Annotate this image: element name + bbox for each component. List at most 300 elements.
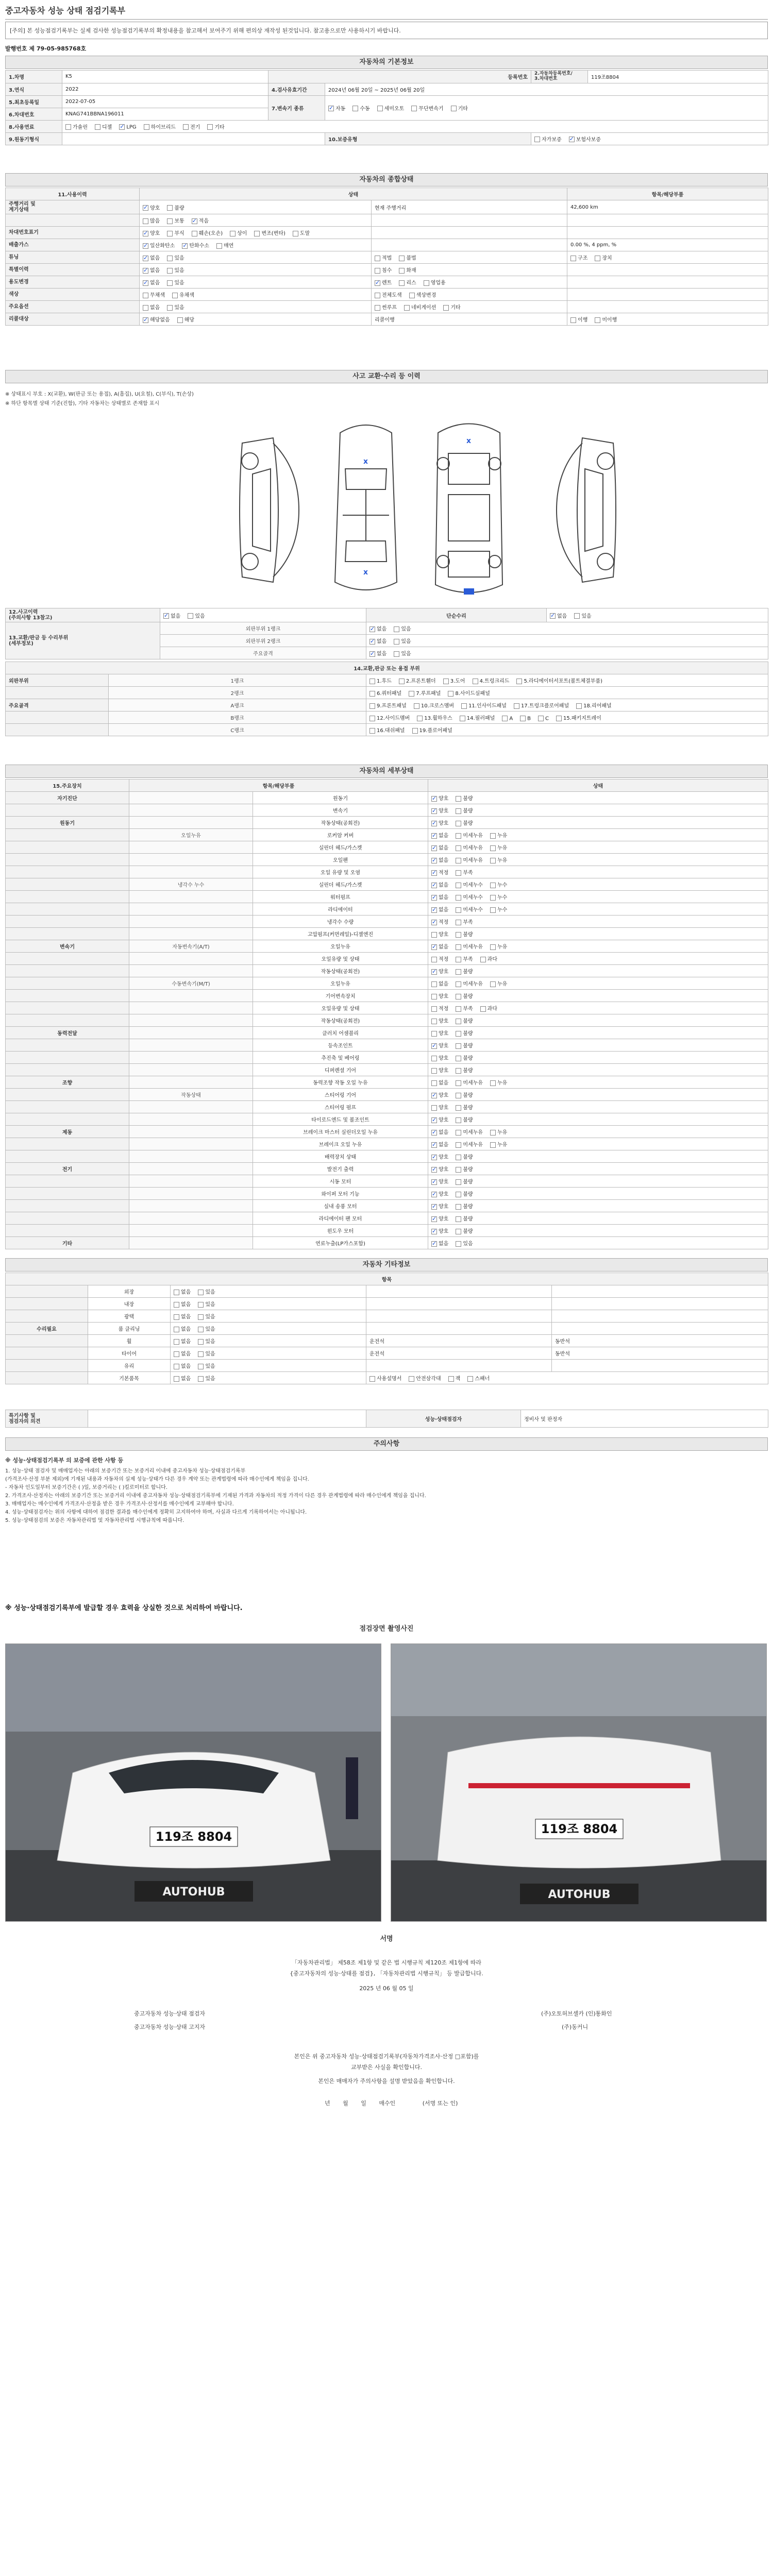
buyer-day: 일 — [361, 2100, 366, 2107]
checkbox-option: 있음 — [198, 1300, 215, 1308]
other-r2 — [552, 1360, 768, 1372]
checkbox-icon — [456, 821, 461, 826]
checkbox-option: 있음 — [198, 1349, 215, 1357]
detail-group — [6, 1188, 129, 1200]
checkbox-option: 불량 — [456, 1016, 473, 1024]
detail-subgroup — [129, 1113, 253, 1126]
checkbox-option: ✓ 없음 — [550, 612, 567, 619]
checkbox-option: 자가보증 — [534, 135, 562, 143]
checkbox-option: 양호 — [431, 1016, 448, 1024]
notice-box: [주의] 본 성능점검기록부는 실제 검사한 성능점검기록부의 확정내용을 참고해서 보여주기 위해 편의상 재작성 된것입니다. 참고용으로만 사용하시기 바랍니다. — [5, 22, 768, 39]
year-value: 2022 — [62, 83, 268, 95]
buyer-sign-row — [325, 2099, 458, 2107]
checkbox-icon — [456, 1155, 461, 1160]
detail-item: 작동상태(공회전) — [253, 1014, 428, 1027]
section-other-head: 자동차 기타정보 — [5, 1258, 768, 1272]
checkbox-icon — [163, 613, 169, 619]
detail-subgroup — [129, 1002, 253, 1014]
fuel-options — [62, 120, 768, 132]
checkbox-icon — [443, 305, 449, 311]
detail-row — [6, 1188, 768, 1200]
state-row-value: 0.00 %, 4 ppm, % — [567, 239, 768, 251]
checkbox-option: 누수 — [490, 880, 507, 888]
detail-group — [6, 854, 129, 866]
detail-options — [428, 1002, 768, 1014]
checkbox-option: 9.프론트패널 — [369, 701, 407, 709]
detail-row — [6, 1212, 768, 1225]
other-item: 내장 — [88, 1298, 171, 1310]
checkbox-icon — [207, 124, 213, 130]
detail-item: 윈도우 모터 — [253, 1225, 428, 1237]
detail-group — [6, 878, 129, 891]
checkbox-option: 네비게이션 — [404, 303, 436, 311]
detail-item: 동력조향 작동 오일 누유 — [253, 1076, 428, 1089]
checkbox-option: 화재 — [399, 266, 416, 274]
vin-label: 2.자동차등록번호/ 3.차대번호 — [531, 71, 588, 83]
checkbox-icon — [490, 1130, 496, 1136]
checkbox-icon — [412, 728, 418, 734]
checkbox-icon — [431, 1093, 437, 1098]
other-table — [5, 1273, 768, 1384]
detail-item: 오일 유량 및 오염 — [253, 866, 428, 878]
checkbox-option: 무채색 — [143, 291, 165, 298]
checkbox-option: 누유 — [490, 843, 507, 851]
checkbox-option: 없음 — [174, 1300, 191, 1308]
outer-rank2-options — [366, 635, 768, 647]
checkbox-icon — [143, 305, 148, 311]
checkbox-option: 이행 — [570, 315, 587, 323]
state-row-extra — [372, 251, 567, 264]
checkbox-icon — [431, 1216, 437, 1222]
detail-options — [428, 817, 768, 829]
detail-item: 배력장치 상태 — [253, 1150, 428, 1163]
detail-row — [6, 1138, 768, 1150]
rank-side-label — [6, 711, 109, 724]
detail-item: 브레이크 오일 누유 — [253, 1138, 428, 1150]
checkbox-option: 기타 — [443, 303, 460, 311]
rank-label: C랭크 — [109, 724, 366, 736]
checkbox-option: 11.인사이드패널 — [461, 701, 507, 709]
checkbox-icon — [456, 1043, 461, 1049]
checkbox-option: 미세누유 — [456, 831, 483, 839]
checkbox-option: 전체도색 — [375, 291, 402, 298]
state-row — [6, 276, 768, 289]
checkbox-icon — [431, 932, 437, 938]
checkbox-option: 8.사이드실패널 — [448, 689, 490, 697]
checkbox-icon — [456, 1093, 461, 1098]
caution-line: 5. 성능·상태점검의 보증은 자동차관리법 및 자동차관리법 시행규칙에 따릅니다. — [5, 1517, 184, 1523]
checkbox-option: 6.쿼터패널 — [369, 689, 401, 697]
checkbox-icon — [167, 280, 173, 286]
checkbox-option: 유채색 — [172, 291, 194, 298]
rank-label: A랭크 — [109, 699, 366, 711]
state-row-options — [140, 227, 372, 239]
checkbox-icon — [460, 716, 465, 721]
checkbox-option: ✓ 양호 — [431, 1153, 448, 1160]
checkbox-icon — [456, 932, 461, 938]
detail-group: 기타 — [6, 1237, 129, 1249]
state-row-label: 차대번호표기 — [6, 227, 140, 239]
checkbox-option: ✓ 없음 — [431, 893, 448, 901]
checkbox-option: 누유 — [490, 1140, 507, 1148]
detail-item: 와이퍼 모터 기능 — [253, 1188, 428, 1200]
checkbox-option: 해당 — [177, 315, 194, 323]
detail-item: 오일팬 — [253, 854, 428, 866]
detail-options — [428, 1113, 768, 1126]
detail-options — [428, 1064, 768, 1076]
checkbox-option: 리스 — [399, 278, 416, 286]
vin2-value: KNAG741BBNA196011 — [62, 108, 268, 120]
checkbox-option: ✓ 양호 — [431, 1190, 448, 1197]
checkbox-icon — [192, 231, 197, 236]
checkbox-icon — [417, 716, 423, 721]
checkbox-icon — [490, 1142, 496, 1148]
state-row-label: 주행거리 및 계기상태 — [6, 200, 140, 214]
detail-row — [6, 841, 768, 854]
state-row — [6, 214, 768, 227]
checkbox-option: 불량 — [456, 1214, 473, 1222]
detail-item: 스티어링 기어 — [253, 1089, 428, 1101]
detail-subgroup — [129, 990, 253, 1002]
detail-options — [428, 940, 768, 953]
checkbox-option: 누유 — [490, 856, 507, 863]
inspector-value: (주)오토허브셀카 (인)통화인 — [541, 2010, 612, 2017]
checkbox-icon — [570, 317, 576, 323]
vin2-label: 6.차대번호 — [6, 108, 62, 120]
checkbox-icon — [431, 833, 437, 839]
checkbox-icon — [198, 1364, 204, 1369]
detail-item: 워터펌프 — [253, 891, 428, 903]
checkbox-option: 17.트렁크플로어패널 — [514, 701, 569, 709]
checkbox-icon — [172, 293, 178, 298]
detail-subgroup — [129, 1150, 253, 1163]
state-row-value — [567, 264, 768, 276]
checkbox-option: ✓ 적정 — [431, 868, 448, 876]
checkbox-icon — [456, 1241, 461, 1247]
state-row-value — [567, 313, 768, 326]
detail-subgroup — [129, 1101, 253, 1113]
checkbox-icon — [448, 691, 453, 697]
checkbox-option: ✓ 없음 — [431, 843, 448, 851]
checkbox-icon — [431, 1117, 437, 1123]
perf-inspector-label: 성능·상태점검자 — [366, 1410, 521, 1428]
checkbox-icon — [375, 305, 380, 311]
detail-subgroup — [129, 903, 253, 916]
checkbox-option: 미세누유 — [456, 1128, 483, 1136]
other-item: 유리 — [88, 1360, 171, 1372]
detail-item: 변속기 — [253, 804, 428, 817]
checkbox-option: 있음 — [394, 624, 411, 632]
state-row — [6, 239, 768, 251]
reg-no-label: 등록번호 — [268, 71, 531, 83]
checkbox-icon — [198, 1327, 204, 1332]
detail-group: 원동기 — [6, 817, 129, 829]
other-options — [171, 1298, 366, 1310]
detail-options — [428, 829, 768, 841]
other-item: 기본품목 — [88, 1372, 171, 1384]
other-row — [6, 1372, 768, 1384]
checkbox-icon — [167, 205, 173, 211]
section-photo-head: 점검장면 촬영사진 — [5, 1623, 768, 1636]
checkbox-option: 있음 — [167, 278, 184, 286]
rank-row — [6, 724, 768, 736]
checkbox-option: 도말 — [293, 229, 310, 236]
checkbox-option: 불량 — [456, 1091, 473, 1098]
document-number-value: 79-05-985768호 — [36, 45, 87, 52]
checkbox-option: ✓ 양호 — [431, 967, 448, 975]
checkbox-option: B — [520, 716, 531, 722]
detail-options — [428, 854, 768, 866]
checkbox-icon — [143, 218, 148, 224]
guarantee-options — [531, 132, 768, 145]
caution-notes — [5, 1456, 768, 1525]
other-group — [6, 1298, 88, 1310]
checkbox-option: 5.라디에이터서포트(볼트체결부품) — [516, 676, 602, 684]
checkbox-option: 있음 — [198, 1287, 215, 1295]
checkbox-icon — [377, 106, 383, 111]
detail-col-item: 항목/해당부품 — [129, 779, 428, 792]
first-reg-label: 5.최초등록일 — [6, 95, 62, 108]
checkbox-option: 있음 — [167, 266, 184, 274]
checkbox-option: 적정 — [431, 955, 448, 962]
other-r1 — [366, 1360, 552, 1372]
detail-item: 실내 송풍 모터 — [253, 1200, 428, 1212]
checkbox-option: ✓ 없음 — [431, 880, 448, 888]
checkbox-icon — [456, 833, 461, 839]
period-value: 2024년 06월 20일 ~ 2025년 06월 20일 — [325, 83, 768, 95]
checkbox-icon — [538, 716, 544, 721]
detail-group — [6, 1052, 129, 1064]
caution-line: (가격조사·산정 부분 제외)에 기재된 내용과 자동차의 실제 성능·상태가 다른 경우 계약 또는 관계법령에 따라 매수인에게 책임을 집니다. — [5, 1476, 309, 1482]
checkbox-icon — [143, 243, 148, 249]
detail-subgroup — [129, 1212, 253, 1225]
checkbox-option: 없음 — [143, 303, 160, 311]
checkbox-option: 불량 — [456, 1165, 473, 1173]
period-label: 4.검사유효기간 — [268, 83, 325, 95]
checkbox-option: ✓ 양호 — [431, 806, 448, 814]
checkbox-option: 불량 — [456, 794, 473, 802]
caution-line: 3. 매매업자는 매수인에게 가격조사·산정을 받은 경우 가격조사·산정서를 매수인에게 교부해야 합니다. — [5, 1501, 234, 1507]
detail-row — [6, 977, 768, 990]
checkbox-icon — [375, 256, 380, 261]
checkbox-icon — [431, 1241, 437, 1247]
engine-type-value — [62, 132, 325, 145]
rank-row — [6, 711, 768, 724]
other-r1: 운전석 — [366, 1335, 552, 1347]
checkbox-icon — [448, 1376, 454, 1382]
checkbox-option: 3.도어 — [443, 676, 465, 684]
checkbox-icon — [431, 1006, 437, 1012]
checkbox-option: 누유 — [490, 942, 507, 950]
rank-options — [366, 724, 768, 736]
detail-item: 실린더 헤드/가스켓 — [253, 841, 428, 854]
detail-subgroup — [129, 1126, 253, 1138]
checkbox-icon — [369, 679, 375, 684]
checkbox-icon — [230, 231, 236, 236]
detail-subgroup — [129, 1138, 253, 1150]
state-row-value — [567, 301, 768, 313]
detail-group: 전기 — [6, 1163, 129, 1175]
checkbox-option: 있음 — [198, 1362, 215, 1369]
checkbox-option: 없음 — [174, 1362, 191, 1369]
other-r1 — [366, 1310, 552, 1323]
detail-subgroup — [129, 1027, 253, 1039]
checkbox-option: ✓ 없음 — [369, 637, 386, 645]
valuer-label: 중고자동차 성능·상태 고지자 — [134, 2024, 206, 2030]
state-row-options — [140, 214, 372, 227]
detail-options — [428, 1188, 768, 1200]
checkbox-icon — [399, 679, 405, 684]
state-row-label: 튜닝 — [6, 251, 140, 264]
detail-group — [6, 916, 129, 928]
opinion-table — [5, 1410, 768, 1428]
detail-group — [6, 1113, 129, 1126]
other-options — [171, 1372, 366, 1384]
detail-subgroup — [129, 916, 253, 928]
checkbox-option: ✓ 없음 — [431, 831, 448, 839]
detail-row — [6, 916, 768, 928]
other-r2: 동반석 — [552, 1347, 768, 1360]
checkbox-icon — [375, 293, 380, 298]
state-row-value: 42,600 km — [567, 200, 768, 214]
checkbox-option: 썬루프 — [375, 303, 397, 311]
checkbox-option: 미세누유 — [456, 942, 483, 950]
document-number — [5, 44, 86, 53]
detail-options — [428, 1212, 768, 1225]
checkbox-icon — [198, 1351, 204, 1357]
checkbox-icon — [490, 845, 496, 851]
rank-table-head: 14.교환,판금 또는 용접 부위 — [6, 662, 768, 674]
checkbox-option: 불량 — [456, 992, 473, 999]
checkbox-icon — [456, 1006, 461, 1012]
checkbox-icon — [431, 1019, 437, 1024]
detail-row — [6, 1052, 768, 1064]
checkbox-icon — [174, 1302, 179, 1308]
detail-group: 자기진단 — [6, 792, 129, 804]
rear-plate: 119조 8804 — [541, 1822, 618, 1836]
checkbox-icon — [514, 703, 519, 709]
checkbox-icon — [394, 626, 399, 632]
checkbox-icon — [456, 1080, 461, 1086]
checkbox-icon — [431, 808, 437, 814]
rank-label: 1랭크 — [109, 674, 366, 687]
other-row — [6, 1360, 768, 1372]
detail-item: 등속조인트 — [253, 1039, 428, 1052]
checkbox-icon — [431, 944, 437, 950]
checkbox-icon — [431, 1142, 437, 1148]
detail-row — [6, 1014, 768, 1027]
checkbox-icon — [409, 293, 415, 298]
checkbox-option: ✓ 탄화수소 — [182, 241, 209, 249]
detail-subgroup — [129, 1076, 253, 1089]
checkbox-option: 없음 — [174, 1374, 191, 1382]
sign-date: 2025 년 06 월 05 일 — [359, 1985, 414, 1992]
state-row — [6, 200, 768, 214]
detail-subgroup — [129, 1163, 253, 1175]
checkbox-option: 누유 — [490, 979, 507, 987]
checkbox-option: 있음 — [574, 612, 591, 619]
checkbox-option: ✓ 없음 — [143, 278, 160, 286]
other-options — [171, 1347, 366, 1360]
checkbox-icon — [490, 944, 496, 950]
checkbox-option: 없음 — [174, 1349, 191, 1357]
detail-subgroup — [129, 1064, 253, 1076]
checkbox-icon — [595, 317, 600, 323]
checkbox-icon — [369, 728, 375, 734]
other-options — [171, 1285, 366, 1298]
other-item: 외장 — [88, 1285, 171, 1298]
checkbox-icon — [431, 883, 437, 888]
detail-row — [6, 1200, 768, 1212]
state-row-label: 배출가스 — [6, 239, 140, 251]
detail-subgroup — [129, 854, 253, 866]
checkbox-option: 불량 — [456, 1029, 473, 1037]
checkbox-icon — [409, 691, 414, 697]
detail-group — [6, 891, 129, 903]
buyer-year: 년 — [325, 2100, 330, 2107]
checkbox-option: 1.후드 — [369, 676, 392, 684]
detail-options — [428, 1163, 768, 1175]
detail-subgroup — [129, 928, 253, 940]
checkbox-option: 세미오토 — [377, 104, 405, 112]
detail-options — [428, 953, 768, 965]
detail-item: 디퍼렌셜 기어 — [253, 1064, 428, 1076]
checkbox-option: ✓ LPG — [119, 124, 136, 130]
checkbox-icon — [198, 1314, 204, 1320]
checkbox-option: 없음 — [174, 1337, 191, 1345]
checkbox-option: 잭 — [448, 1374, 461, 1382]
checkbox-icon — [490, 907, 496, 913]
detail-item: 오일유량 및 상태 — [253, 953, 428, 965]
section-caution-head: 주의사항 — [5, 1437, 768, 1451]
checkbox-icon — [431, 957, 437, 962]
checkbox-icon — [431, 969, 437, 975]
state-row-options — [140, 264, 372, 276]
other-r1 — [366, 1285, 552, 1298]
checkbox-icon — [174, 1339, 179, 1345]
rank-options — [366, 674, 768, 687]
other-row — [6, 1335, 768, 1347]
checkbox-option: 불량 — [456, 1103, 473, 1111]
state-row — [6, 289, 768, 301]
checkbox-icon — [456, 920, 461, 925]
checkbox-option: 양호 — [431, 1103, 448, 1111]
detail-subgroup — [129, 866, 253, 878]
checkbox-icon — [431, 907, 437, 913]
front-plate: 119조 8804 — [155, 1829, 232, 1844]
checkbox-option: 있음 — [167, 303, 184, 311]
state-row-value — [567, 227, 768, 239]
opinion-label: 특기사항 및 점검자의 의견 — [6, 1410, 88, 1428]
confirm-line-3: 본인은 매매자가 주의사항을 설명 받았음을 확인합니다. — [318, 2077, 455, 2084]
checkbox-icon — [480, 957, 486, 962]
engine-type-label: 9.원동기형식 — [6, 132, 62, 145]
caution-line: 2. 가격조사·산정자는 아래의 보증기간 또는 보증거리 이내에 중고자동차 성능·상태점검기록부에 기재된 가격과 자동차의 적정 가격이 다른 경우 관계법령에 따라 매수인에게 책임을 집니다. — [5, 1493, 426, 1499]
checkbox-icon — [456, 1167, 461, 1173]
checkbox-icon — [431, 821, 437, 826]
checkbox-icon — [431, 1167, 437, 1173]
state-row-extra — [372, 276, 567, 289]
state-row-extra — [372, 301, 567, 313]
checkbox-icon — [550, 613, 556, 619]
checkbox-option: 미세누수 — [456, 880, 483, 888]
checkbox-option: 전기 — [183, 123, 200, 130]
checkbox-icon — [456, 1068, 461, 1074]
confirm-line-2: 교부받은 사실을 확인합니다. — [350, 2063, 422, 2071]
checkbox-option: 부족 — [456, 868, 473, 876]
detail-item: 기어변속장치 — [253, 990, 428, 1002]
detail-subgroup — [129, 891, 253, 903]
